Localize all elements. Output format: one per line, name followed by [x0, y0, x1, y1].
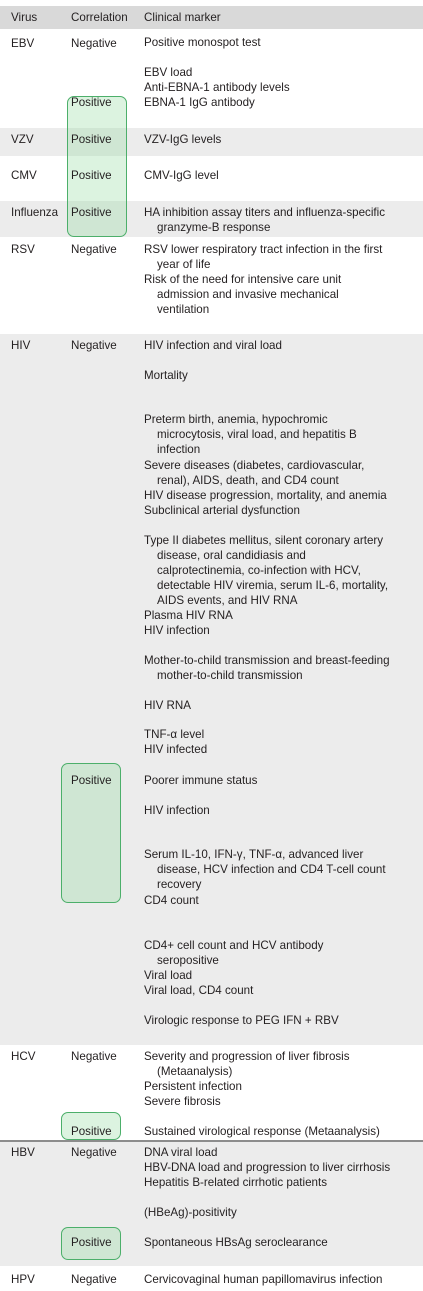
clinical-marker-entry: [144, 205, 385, 235]
clinical-marker-entry: [144, 608, 233, 623]
clinical-marker-line: microcytosis, viral load, and hepatitis B: [157, 428, 357, 441]
clinical-marker-entry: [144, 35, 261, 50]
clinical-marker-line: CD4 count: [144, 894, 199, 907]
clinical-marker-line: Sustained virological response (Metaanalysis): [144, 1125, 380, 1138]
clinical-marker-entry: [144, 80, 290, 95]
clinical-marker-line: disease, oral candidiasis and: [157, 549, 306, 562]
correlation-cell: Positive: [71, 1236, 112, 1249]
header-virus: Virus: [11, 11, 38, 24]
clinical-marker-line: DNA viral load: [144, 1146, 218, 1159]
clinical-marker-line: recovery: [157, 878, 202, 891]
clinical-marker-line: seropositive: [157, 954, 219, 967]
clinical-marker-entry: [144, 1235, 328, 1250]
virus-cell: Influenza: [11, 206, 59, 219]
clinical-marker-entry: [144, 727, 204, 742]
clinical-marker-entry: [144, 458, 364, 488]
clinical-marker-line: ventilation: [157, 303, 210, 316]
clinical-marker-line: Severity and progression of liver fibrosis: [144, 1050, 350, 1063]
clinical-marker-line: Mortality: [144, 369, 188, 382]
clinical-marker-entry: [144, 1094, 221, 1109]
clinical-marker-line: detectable HIV viremia, serum IL-6, mortality,: [157, 579, 389, 592]
correlation-cell: Negative: [71, 37, 117, 50]
clinical-marker-line: HIV infected: [144, 743, 208, 756]
clinical-marker-entry: [144, 1079, 242, 1094]
virus-cell: HBV: [11, 1146, 35, 1159]
clinical-marker-line: disease, HCV infection and CD4 T-cell count: [157, 863, 386, 876]
correlation-cell: Negative: [71, 1146, 117, 1159]
clinical-marker-entry: [144, 1145, 217, 1160]
clinical-marker-line: infection: [157, 443, 201, 456]
clinical-marker-line: HIV RNA: [144, 699, 192, 712]
clinical-marker-entry: [144, 623, 210, 638]
clinical-marker-entry: [144, 368, 188, 383]
clinical-marker-line: Severe fibrosis: [144, 1095, 221, 1108]
correlation-cell: Positive: [71, 1125, 112, 1138]
clinical-marker-entry: [144, 412, 357, 457]
clinical-marker-line: Severe diseases (diabetes, cardiovascular,: [144, 459, 365, 472]
clinical-marker-entry: [144, 803, 210, 818]
correlation-cell: Positive: [71, 206, 112, 219]
clinical-marker-entry: [144, 893, 199, 908]
clinical-marker-entry: [144, 773, 257, 788]
clinical-marker-line: renal), AIDS, death, and CD4 count: [157, 474, 339, 487]
clinical-marker-line: Subclinical arterial dysfunction: [144, 504, 300, 517]
clinical-marker-line: EBV load: [144, 66, 193, 79]
clinical-marker-line: HBV-DNA load and progression to liver cirrhosis: [144, 1161, 391, 1174]
table-divider: [0, 1140, 423, 1142]
clinical-marker-line: Cervicovaginal human papillomavirus infection: [144, 1273, 383, 1286]
clinical-marker-entry: [144, 742, 207, 757]
clinical-marker-line: Virologic response to PEG IFN + RBV: [144, 1014, 339, 1027]
clinical-marker-entry: [144, 503, 300, 518]
clinical-marker-line: HA inhibition assay titers and influenza-specific: [144, 206, 386, 219]
clinical-marker-entry: [144, 653, 390, 683]
clinical-marker-entry: [144, 65, 192, 80]
correlation-cell: Positive: [71, 133, 112, 146]
clinical-marker-entry: [144, 698, 191, 713]
clinical-marker-line: Hepatitis B-related cirrhotic patients: [144, 1176, 328, 1189]
virus-cell: RSV: [11, 243, 35, 256]
clinical-marker-line: HIV infection: [144, 624, 210, 637]
correlation-cell: Negative: [71, 1050, 117, 1063]
clinical-marker-entry: [144, 983, 253, 998]
clinical-marker-entry: [144, 95, 255, 110]
correlation-cell: Positive: [71, 96, 112, 109]
clinical-marker-line: calprotectinemia, co-infection with HCV,: [157, 564, 361, 577]
header-correlation: Correlation: [71, 11, 128, 24]
clinical-marker-line: TNF-α level: [144, 728, 205, 741]
clinical-marker-line: Persistent infection: [144, 1080, 242, 1093]
clinical-marker-line: Viral load, CD4 count: [144, 984, 254, 997]
clinical-marker-line: Poorer immune status: [144, 774, 258, 787]
virus-cell: CMV: [11, 169, 37, 182]
clinical-marker-line: mother-to-child transmission: [157, 669, 303, 682]
clinical-marker-line: Risk of the need for intensive care unit: [144, 273, 342, 286]
correlation-cell: Positive: [71, 169, 112, 182]
clinical-marker-entry: [144, 488, 387, 503]
clinical-marker-entry: [144, 132, 221, 147]
virus-cell: EBV: [11, 37, 35, 50]
clinical-marker-entry: [144, 533, 388, 608]
clinical-marker-line: CMV-IgG level: [144, 169, 219, 182]
clinical-marker-line: Viral load: [144, 969, 193, 982]
clinical-marker-entry: [144, 1175, 327, 1190]
clinical-marker-entry: [144, 968, 192, 983]
virus-cell: VZV: [11, 133, 34, 146]
virus-cell: HPV: [11, 1273, 35, 1286]
virus-cell: HCV: [11, 1050, 36, 1063]
clinical-marker-entry: [144, 1013, 339, 1028]
clinical-marker-line: HIV disease progression, mortality, and anemia: [144, 489, 387, 502]
clinical-marker-line: RSV lower respiratory tract infection in the first: [144, 243, 383, 256]
clinical-marker-line: Serum IL-10, IFN-γ, TNF-α, advanced liver: [144, 848, 364, 861]
clinical-marker-line: (HBeAg)-positivity: [144, 1206, 237, 1219]
correlation-cell: Negative: [71, 1273, 117, 1286]
clinical-marker-line: Mother-to-child transmission and breast-feeding: [144, 654, 390, 667]
clinical-marker-entry: [144, 1205, 237, 1220]
clinical-marker-line: Anti-EBNA-1 antibody levels: [144, 81, 290, 94]
correlation-cell: Positive: [71, 774, 112, 787]
clinical-marker-entry: [144, 338, 282, 353]
clinical-marker-entry: [144, 1124, 380, 1139]
clinical-marker-line: Type II diabetes mellitus, silent coronary artery: [144, 534, 384, 547]
clinical-marker-line: Spontaneous HBsAg seroclearance: [144, 1236, 328, 1249]
clinical-marker-line: CD4+ cell count and HCV antibody: [144, 939, 324, 952]
clinical-marker-entry: [144, 242, 382, 272]
clinical-marker-line: (Metaanalysis): [157, 1065, 233, 1078]
clinical-marker-line: Positive monospot test: [144, 36, 261, 49]
clinical-marker-line: VZV-IgG levels: [144, 133, 222, 146]
clinical-marker-entry: [144, 1272, 382, 1287]
clinical-marker-line: Plasma HIV RNA: [144, 609, 233, 622]
correlation-cell: Negative: [71, 243, 117, 256]
clinical-marker-entry: [144, 1049, 350, 1079]
clinical-marker-entry: [144, 272, 341, 317]
clinical-marker-line: HIV infection and viral load: [144, 339, 282, 352]
clinical-marker-entry: [144, 168, 219, 183]
clinical-marker-line: AIDS events, and HIV RNA: [157, 594, 298, 607]
clinical-marker-line: granzyme-B response: [157, 221, 271, 234]
clinical-marker-line: admission and invasive mechanical: [157, 288, 339, 301]
clinical-marker-entry: [144, 847, 386, 892]
clinical-marker-line: HIV infection: [144, 804, 210, 817]
clinical-marker-line: year of life: [157, 258, 211, 271]
correlation-cell: Negative: [71, 339, 117, 352]
header-clinical-marker: Clinical marker: [144, 11, 221, 24]
clinical-marker-entry: [144, 938, 323, 968]
clinical-marker-line: EBNA-1 IgG antibody: [144, 96, 255, 109]
clinical-marker-entry: [144, 1160, 390, 1175]
virus-cell: HIV: [11, 339, 31, 352]
clinical-marker-line: Preterm birth, anemia, hypochromic: [144, 413, 328, 426]
